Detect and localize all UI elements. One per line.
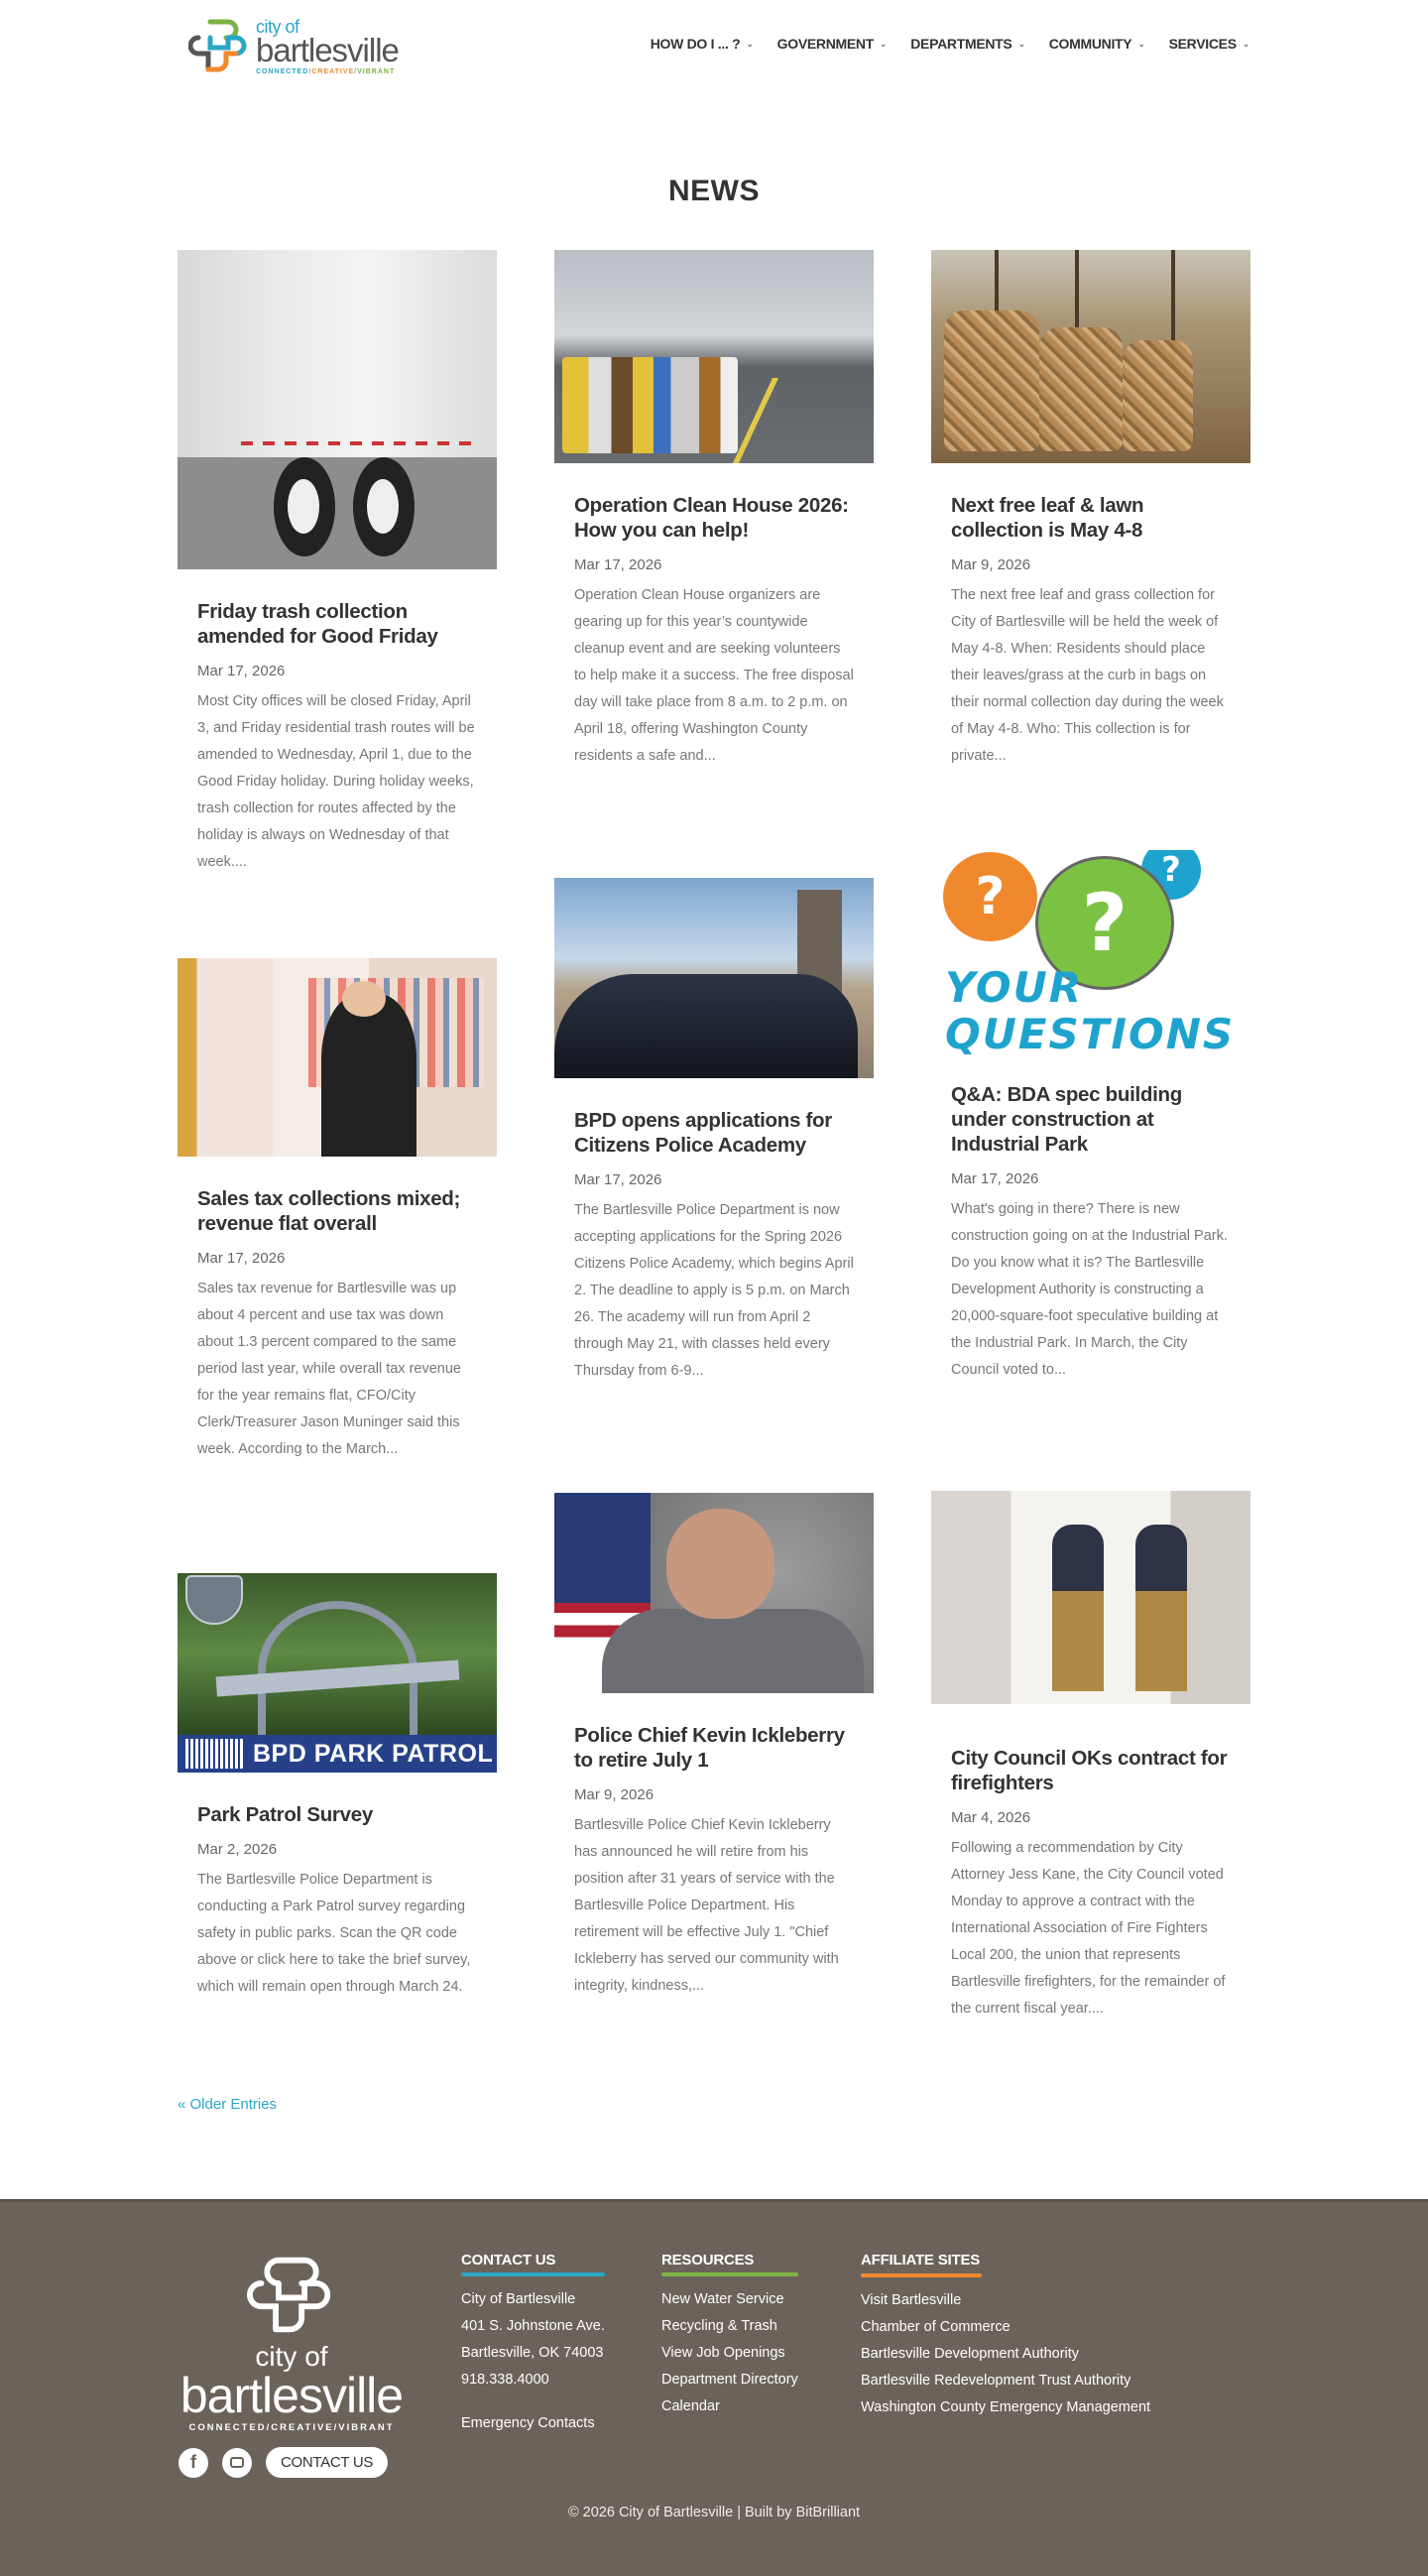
police-badge-icon — [185, 1575, 243, 1625]
post-image-your-questions[interactable]: ? ? ? YOUR QUESTIONS — [931, 850, 1250, 1056]
heading-underline — [661, 2272, 798, 2276]
logo-tagline: CONNECTED/CREATIVE/VIBRANT — [256, 68, 396, 75]
logo-name: bartlesville — [256, 32, 399, 68]
post-image-police-chief[interactable] — [554, 1493, 874, 1693]
question-bubble-icon: ? — [943, 852, 1037, 941]
post-title-link[interactable]: Next free leaf & lawn collection is May 4-8 — [951, 494, 1144, 542]
post-date: Mar 9, 2026 — [574, 1786, 654, 1803]
post-title-link[interactable]: Sales tax collections mixed; revenue flat overall — [197, 1187, 461, 1235]
post-excerpt: Sales tax revenue for Bartlesville was up about 4 percent and use tax was down about 1.3 percent compared to the same period last year, while overall tax revenue for the year remains flat, CFO/City Clerk/Treasurer Jason Muninger said this week. According to the March... — [197, 1281, 461, 1457]
chevron-down-icon: ⌄ — [1242, 38, 1250, 49]
post-date: Mar 17, 2026 — [197, 663, 286, 679]
contact-us-button[interactable]: CONTACT US — [266, 2447, 388, 2478]
post-excerpt: The Bartlesville Police Department is now accepting applications for the Spring 2026 Citizens Police Academy, which begins April 2. The deadline to apply is 5 p.m. on March 26. The academy will run from April 2 through May 21, with classes held every Thursday from 6-9... — [574, 1202, 854, 1379]
post-title-link[interactable]: BPD opens applications for Citizens Police Academy — [574, 1109, 832, 1157]
post-title-link[interactable]: Police Chief Kevin Ickleberry to retire July 1 — [574, 1724, 845, 1772]
post-excerpt: The Bartlesville Police Department is conducting a Park Patrol survey regarding safety in public parks. Scan the QR code above or click here to take the brief survey, which will remain open through March 24. — [197, 1872, 471, 1995]
footer-contact-column — [461, 2252, 605, 2437]
nav-how-do-i[interactable]: HOW DO I ... ? ⌄ — [650, 36, 754, 52]
post-excerpt: The next free leaf and grass collection for City of Bartlesville will be held the week of May 4-8. When: Residents should place their leaves/grass at the curb in bags on their normal collection day during the week of May 4-8. Who: This collection is for private... — [951, 587, 1224, 764]
news-card — [931, 250, 1250, 770]
city-logo-mark-icon — [188, 16, 250, 77]
footer-link[interactable]: Visit Bartlesville — [861, 2292, 962, 2308]
post-excerpt: Following a recommendation by City Attorney Jess Kane, the City Council voted Monday to approve a contract with the International Association of Fire Fighters Local 200, the union that represents Bartlesville firefighters, for the remainder of the current fiscal year.... — [951, 1840, 1226, 2017]
footer-heading: AFFILIATE SITES — [861, 2252, 981, 2269]
post-excerpt: Bartlesville Police Chief Kevin Ickleberry has announced he will retire from his position after 31 years of service with the Bartlesville Police Department. His retirement will be effective July 1. "Chief Ickleberry has served our community with integrity, kindness,... — [574, 1817, 839, 1994]
post-image-garbage-truck[interactable] — [178, 250, 497, 569]
footer-link[interactable]: View Job Openings — [661, 2345, 785, 2361]
question-bubble-icon: ? — [1035, 856, 1174, 990]
question-bubble-icon: ? — [1141, 850, 1201, 900]
nav-government[interactable]: GOVERNMENT ⌄ — [776, 36, 888, 52]
nav-services[interactable]: SERVICES ⌄ — [1168, 36, 1250, 52]
page-title: NEWS — [668, 175, 760, 207]
post-date: Mar 2, 2026 — [197, 1841, 278, 1858]
news-card — [554, 1493, 874, 2000]
contact-address: 401 S. Johnstone Ave. — [461, 2318, 605, 2334]
post-date: Mar 17, 2026 — [951, 1170, 1039, 1187]
post-date: Mar 17, 2026 — [574, 1171, 662, 1188]
post-excerpt: Most City offices will be closed Friday, April 3, and Friday residential trash routes will be amended to Wednesday, April 1, due to the Good Friday holiday. During holiday weeks, trash collection for routes affected by the holiday is always on Wednesday of that week.... — [197, 693, 475, 870]
footer-affiliates-column — [861, 2252, 1150, 2421]
post-date: Mar 17, 2026 — [197, 1250, 286, 1267]
news-card — [178, 958, 497, 1463]
chevron-down-icon: ⌄ — [1137, 38, 1145, 49]
footer-heading: RESOURCES — [661, 2252, 755, 2269]
qr-code-icon — [185, 1739, 245, 1769]
footer-logo[interactable]: city of bartlesville CONNECTED/CREATIVE/VIBRANT — [178, 2252, 405, 2433]
site-logo[interactable] — [188, 15, 421, 78]
footer-social — [178, 2447, 388, 2478]
nav-community[interactable]: COMMUNITY ⌄ — [1048, 36, 1145, 52]
footer-link[interactable]: Department Directory — [661, 2372, 798, 2388]
post-image-police-car[interactable] — [554, 878, 874, 1078]
facebook-icon[interactable]: f — [178, 2448, 208, 2478]
footer-link[interactable]: Bartlesville Redevelopment Trust Authority — [861, 2373, 1131, 2389]
logo-city-of: city of — [256, 17, 299, 37]
post-image-firefighters[interactable] — [931, 1491, 1250, 1704]
contact-name: City of Bartlesville — [461, 2291, 576, 2307]
news-card — [554, 250, 874, 770]
news-card — [178, 1573, 497, 2001]
post-image-shopper[interactable] — [178, 958, 497, 1157]
post-title-link[interactable]: City Council OKs contract for firefighters — [951, 1747, 1228, 1794]
footer-link[interactable]: Bartlesville Development Authority — [861, 2346, 1080, 2362]
older-entries-link[interactable]: « Older Entries — [178, 2096, 278, 2113]
news-card — [554, 878, 874, 1385]
main-nav — [651, 36, 1250, 52]
footer-link[interactable]: Calendar — [661, 2398, 720, 2414]
post-title-link[interactable]: Friday trash collection amended for Good Friday — [197, 600, 438, 648]
footer-link[interactable]: New Water Service — [661, 2291, 784, 2307]
copyright: © 2026 City of Bartlesville | Built by BitBrilliant — [567, 2505, 861, 2520]
heading-underline — [861, 2273, 982, 2277]
footer-heading: CONTACT US — [461, 2252, 556, 2269]
site-header — [0, 0, 1428, 95]
youtube-icon[interactable] — [222, 2448, 252, 2478]
news-card — [178, 250, 497, 876]
emergency-contacts-link[interactable]: Emergency Contacts — [461, 2415, 595, 2431]
news-card — [931, 850, 1250, 1384]
post-image-leaf-bags[interactable] — [931, 250, 1250, 463]
city-logo-mark-icon — [247, 2252, 336, 2341]
footer-link[interactable]: Recycling & Trash — [661, 2318, 777, 2334]
post-date: Mar 4, 2026 — [951, 1809, 1031, 1826]
post-date: Mar 17, 2026 — [574, 556, 662, 573]
chevron-down-icon: ⌄ — [1017, 38, 1025, 49]
post-title-link[interactable]: Park Patrol Survey — [197, 1803, 373, 1826]
post-excerpt: What's going in there? There is new construction going on at the Industrial Park. Do you know what it is? The Bartlesville Development Authority is constructing a 20,000-square-foot speculative building at the Industrial Park. In March, the City Council voted to... — [951, 1201, 1228, 1378]
contact-phone[interactable]: 918.338.4000 — [461, 2372, 549, 2388]
post-title-link[interactable]: Operation Clean House 2026: How you can help! — [574, 494, 849, 542]
chevron-down-icon: ⌄ — [746, 38, 754, 49]
news-card — [931, 1491, 1250, 2023]
post-date: Mar 9, 2026 — [951, 556, 1031, 573]
footer-resources-column — [661, 2252, 798, 2420]
post-image-park-patrol[interactable]: BPD PARK PATROL — [178, 1573, 497, 1773]
chevron-down-icon: ⌄ — [879, 38, 888, 49]
post-excerpt: Operation Clean House organizers are gearing up for this year’s countywide cleanup event and are seeking volunteers to help make it a success. The free disposal day will take place from 8 a.m. to 2 p.m. on April 18, offering Washington County residents a safe and... — [574, 587, 854, 764]
post-image-cleanup-event[interactable] — [554, 250, 874, 463]
footer-link[interactable]: Washington County Emergency Management — [861, 2399, 1151, 2415]
contact-city: Bartlesville, OK 74003 — [461, 2345, 604, 2361]
footer-link[interactable]: Chamber of Commerce — [861, 2319, 1011, 2335]
nav-departments[interactable]: DEPARTMENTS ⌄ — [910, 36, 1025, 52]
heading-underline — [461, 2272, 605, 2276]
post-title-link[interactable]: Q&A: BDA spec building under construction at Industrial Park — [951, 1083, 1182, 1156]
